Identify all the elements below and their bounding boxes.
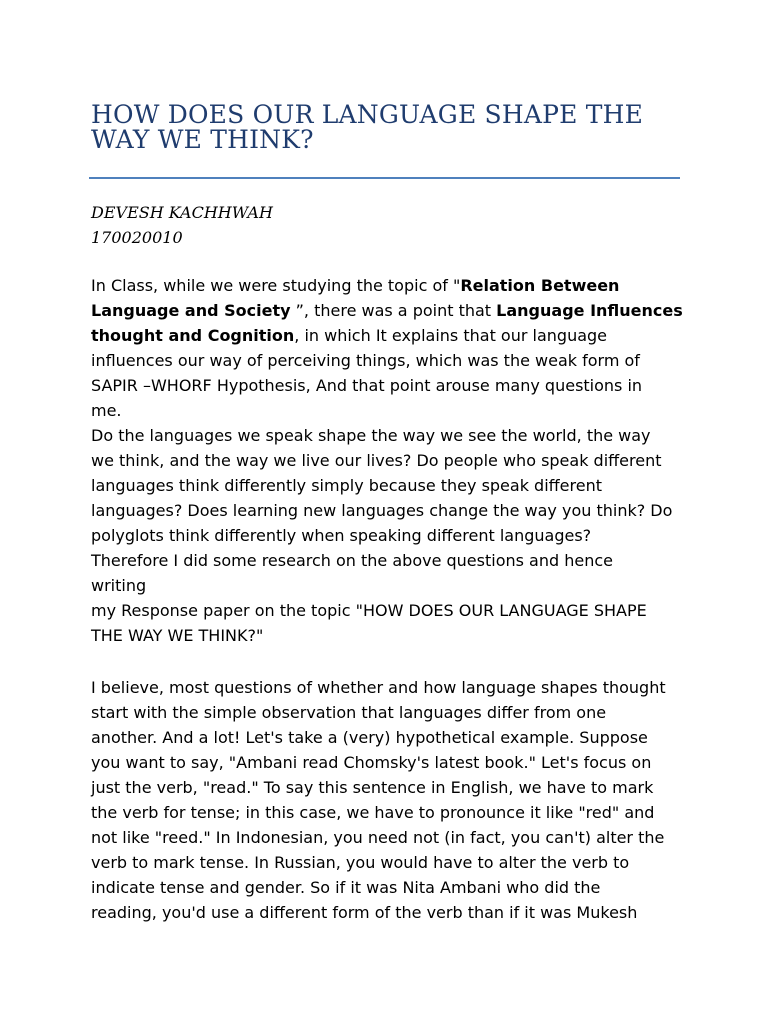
author-block [91, 200, 273, 250]
paragraph-line: start with the simple observation that languages differ from one [91, 703, 607, 722]
author-name: DEVESH KACHHWAH [91, 203, 273, 222]
body-paragraph-3 [91, 675, 691, 925]
paragraph-line: we think, and the way we live our lives? Do people who speak different [91, 451, 662, 470]
paragraph-line: languages think differently simply because they speak different [91, 476, 603, 495]
paragraph-line: verb to mark tense. In Russian, you would have to alter the verb to [91, 853, 630, 872]
paragraph-line: not like "reed." In Indonesian, you need not (in fact, you can't) alter the [91, 828, 665, 847]
paragraph-line: me. [91, 401, 122, 420]
title-underline-rule [89, 177, 680, 179]
paragraph-line: Therefore I did some research on the above questions and hence [91, 551, 614, 570]
document-title [91, 94, 691, 154]
paragraph-line: just the verb, "read." To say this sentence in English, we have to mark [91, 778, 654, 797]
paragraph-line: another. And a lot! Let's take a (very) hypothetical example. Suppose [91, 728, 648, 747]
paragraph-line [91, 273, 691, 298]
paragraph-line: influences our way of perceiving things, which was the weak form of [91, 351, 640, 370]
paragraph-line [91, 323, 691, 348]
paragraph-line: writing [91, 576, 147, 595]
paragraph-line: my Response paper on the topic "HOW DOES OUR LANGUAGE SHAPE [91, 601, 647, 620]
bold-text-run: Language and Society [91, 301, 291, 320]
bold-text-run: Relation Between [460, 276, 620, 295]
text-run: In Class, while we were studying the topic of " [91, 276, 461, 295]
paragraph-line: you want to say, "Ambani read Chomsky's latest book." Let's focus on [91, 753, 652, 772]
title-line: HOW DOES OUR LANGUAGE SHAPE THE [91, 100, 644, 129]
text-run: , in which It explains that our language [294, 326, 608, 345]
roll-number: 170020010 [91, 228, 183, 247]
title-line: WAY WE THINK? [91, 125, 314, 154]
paragraph-line [91, 298, 691, 323]
paragraph-line: languages? Does learning new languages change the way you think? Do [91, 501, 673, 520]
paragraph-line: polyglots think differently when speaking different languages? [91, 526, 592, 545]
bold-text-run: thought and Cognition [91, 326, 295, 345]
paragraph-line: Do the languages we speak shape the way we see the world, the way [91, 426, 651, 445]
paragraph-line: reading, you'd use a different form of the verb than if it was Mukesh [91, 903, 638, 922]
paragraph-line: SAPIR –WHORF Hypothesis, And that point arouse many questions in [91, 376, 643, 395]
text-run: ”, there was a point that [290, 301, 497, 320]
paragraph-line: the verb for tense; in this case, we have to pronounce it like "red" and [91, 803, 655, 822]
paragraph-line: I believe, most questions of whether and how language shapes thought [91, 678, 666, 697]
paragraph-line: indicate tense and gender. So if it was Nita Ambani who did the [91, 878, 601, 897]
paragraph-line: THE WAY WE THINK?" [91, 626, 264, 645]
bold-text-run: Language Influences [496, 301, 683, 320]
body-paragraphs-1-2 [91, 273, 691, 648]
